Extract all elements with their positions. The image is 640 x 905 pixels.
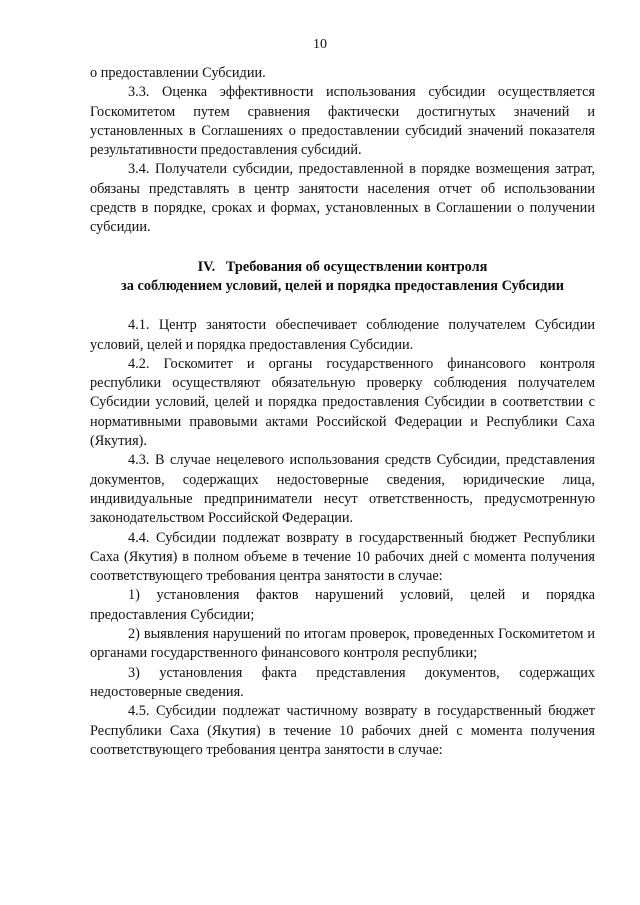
page-number: 10: [313, 37, 327, 52]
paragraph-4-1: 4.1. Центр занятости обеспечивает соблюдение получателем Субсидии условий, целей и порядка предоставления Субсидии.: [90, 317, 595, 353]
list-item-1: 1) установления фактов нарушений условий, целей и порядка предоставления Субсидии;: [90, 587, 595, 623]
section-heading-line-1: IV. Требования об осуществлении контроля: [197, 258, 488, 275]
paragraph-4-3: 4.3. В случае нецелевого использования средств Субсидии, представления документов, содержащих недостоверные сведения, юридические лица, индивидуальные предприниматели несут ответственность, предусмотренную законодательством Российской Федерации.: [90, 452, 595, 527]
paragraph-4-2: 4.2. Госкомитет и органы государственного финансового контроля республики осуществляют обязательную проверку соблюдения получателем Субсидии условий, целей и порядка предоставления Субсидии в соответствии с нормативными правовыми актами Российской Федерации и Республики Саха (Якутия).: [90, 355, 595, 450]
paragraph-4-4: 4.4. Субсидии подлежат возврату в государственный бюджет Республики Саха (Якутия) в полном объеме в течение 10 рабочих дней с момента получения соответствующего требования центра занятости в случае:: [90, 529, 595, 585]
paragraph-continuation: о предоставлении Субсидии.: [90, 65, 266, 81]
paragraph-4-5: 4.5. Субсидии подлежат частичному возврату в государственный бюджет Республики Саха (Якутия) в течение 10 рабочих дней с момента получения соответствующего требования центра занятости в случае:: [90, 703, 595, 758]
paragraph-3-3: 3.3. Оценка эффективности использования субсидии осуществляется Госкомитетом путем сравнения фактически достигнутых значений и установленных в Соглашениях о предоставлении субсидий значений показателя результативности предоставления субсидий.: [90, 84, 595, 159]
list-item-2: 2) выявления нарушений по итогам проверок, проведенных Госкомитетом и органами государственного финансового контроля республики;: [90, 626, 595, 662]
document-body: [90, 64, 595, 760]
paragraph-3-4: 3.4. Получатели субсидии, предоставленной в порядке возмещения затрат, обязаны представлять в центр занятости населения отчет об использовании средств в порядке, сроках и формах, установленных в Соглашении о получении субсидии.: [90, 161, 595, 236]
section-heading-line-2: за соблюдением условий, целей и порядка предоставления Субсидии: [121, 277, 564, 294]
list-item-3: 3) установления факта представления документов, содержащих недостоверные сведения.: [90, 664, 595, 700]
spacer: [90, 238, 595, 258]
spacer: [90, 296, 595, 316]
